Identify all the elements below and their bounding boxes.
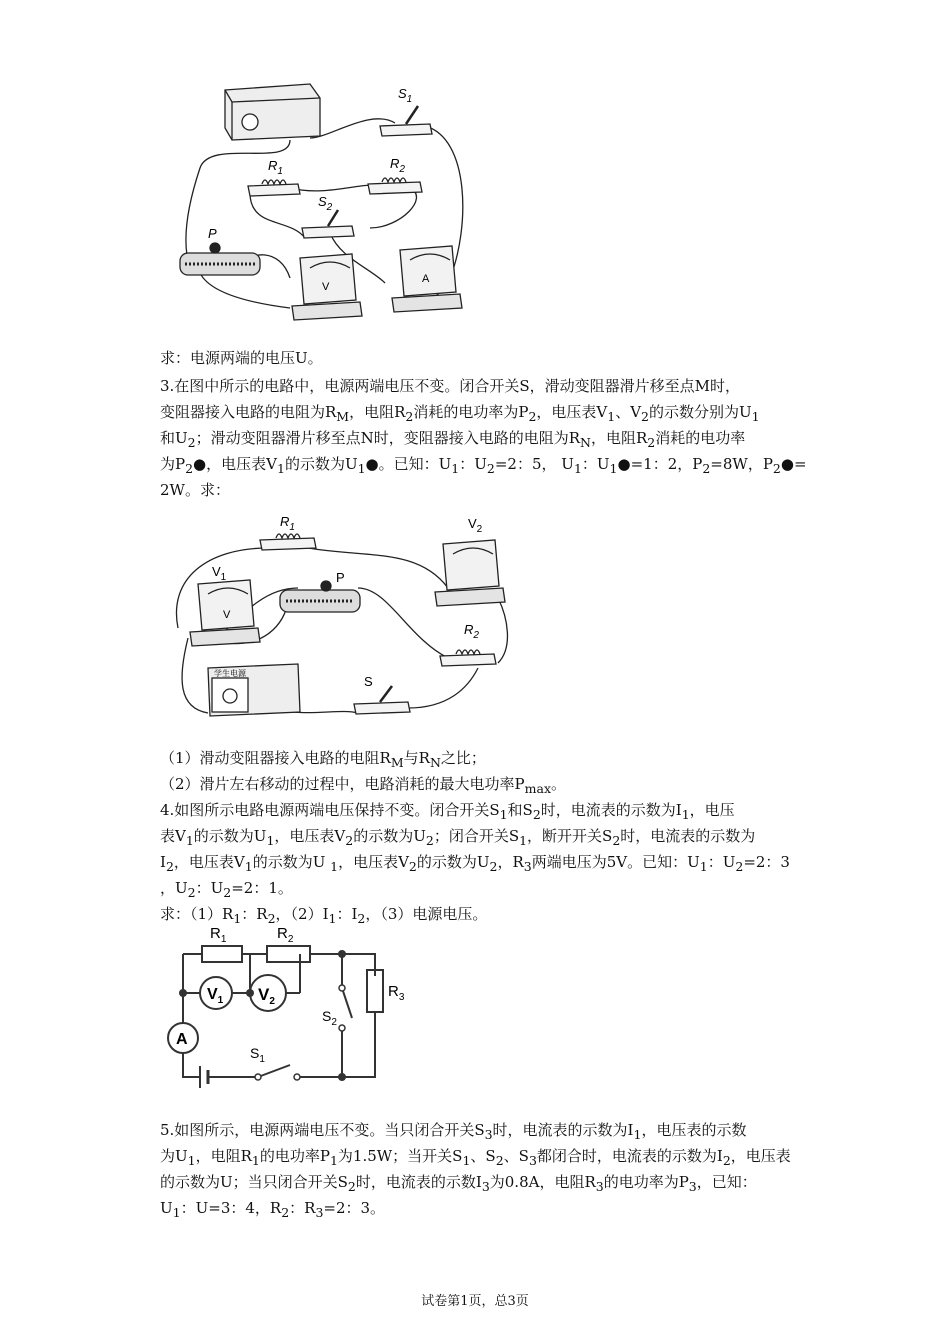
text-line-8: （2）滑片左右移动的过程中，电路消耗的最大电功率$P_{max}$。 — [160, 775, 567, 796]
text-line-7: （1）滑动变阻器接入电路的电阻$R_M$与$R_N$之比； — [160, 749, 486, 770]
page-footer: 试卷第1页，总3页 — [421, 1294, 529, 1309]
voltmeter-symbol: V — [223, 609, 231, 621]
label-v2: $V_2$ — [468, 516, 483, 535]
voltmeter-symbol: V — [322, 281, 330, 293]
circuit-figure-3 — [160, 918, 405, 1088]
text-line-3: 变阻器接入电路的电阻为$R_M$，电阻$R_2$消耗的电功率为$P_2$，电压表$V_1$、$V_2$的示数分别为$U_1$ — [160, 403, 760, 424]
label-s2: $S_2$ — [318, 194, 333, 213]
text-line-12: ，$U_2$：$U_2=2$：1。 — [160, 879, 293, 900]
text-line-11: $I_2$，电压表$V_1$的示数为U $_1$，电压表$V_2$的示数为$U_2$，$R_3$两端电压为5V。已知：$U_1$：$U_2=2$：3 — [160, 853, 790, 874]
label-a: A — [176, 1031, 188, 1048]
text-line-10: 表$V_1$的示数为$U_1$，电压表$V_2$的示数为$U_2$；闭合开关$S_1$，断开开关$S_2$时，电流表的示数为 — [160, 827, 756, 848]
label-r2: $R_2$ — [277, 925, 294, 945]
circuit-figure-1 — [170, 78, 480, 328]
label-r1: $R_1$ — [268, 158, 283, 177]
label-v2: $V_2$ — [258, 985, 275, 1007]
resistor-r3 — [367, 970, 383, 1012]
text-line-1: 求：电源两端的电压U。 — [160, 349, 323, 367]
text-line-2: 3.在图中所示的电路中，电源两端电压不变。闭合开关S，滑动变阻器滑片移至点M时， — [160, 377, 740, 395]
label-v1: $V_1$ — [207, 986, 224, 1006]
text-line-5: 为$P_2●$，电压表$V_1$的示数为$U_1●$。已知：$U_1$：$U_2=2$：5， $U_1$：$U_1●=1$：2，$P_2=8W$，$P_2●=$ — [160, 455, 807, 476]
label-r1: $R_1$ — [210, 925, 227, 945]
text-line-16: 的示数为U；当只闭合开关$S_2$时，电流表的示数$I_3$为0.8A，电阻$R_3$的电功率为$P_3$，已知： — [160, 1173, 757, 1194]
label-s1: $S_1$ — [250, 1045, 265, 1065]
power-supply-label: 学生电源 — [214, 669, 246, 678]
label-r2: $R_2$ — [464, 622, 479, 641]
label-r2: $R_2$ — [390, 156, 405, 175]
label-s1: $S_1$ — [398, 86, 413, 105]
text-line-4: 和$U_2$；滑动变阻器滑片移至点N时，变阻器接入电路的电阻为$R_N$，电阻$R_2$消耗的电功率 — [160, 429, 746, 450]
text-line-9: 4.如图所示电路电源两端电压保持不变。闭合开关$S_1$和$S_2$时，电流表的示数为$I_1$，电压 — [160, 801, 735, 822]
label-p: P — [208, 226, 217, 241]
label-p: P — [336, 570, 345, 585]
text-line-14: 5.如图所示，电源两端电压不变。当只闭合开关$S_3$时，电流表的示数为$I_1$，电压表的示数 — [160, 1121, 747, 1142]
resistor-r1 — [202, 946, 242, 962]
label-s: S — [364, 674, 373, 689]
text-line-15: 为$U_1$，电阻$R_1$的电功率$P_1$为1.5W；当开关$S_1$、$S_2$、$S_3$都闭合时，电流表的示数为$I_2$，电压表 — [160, 1147, 791, 1168]
label-r1: $R_1$ — [280, 514, 295, 533]
text-line-6: 2W。求： — [160, 481, 230, 499]
text-line-17: $U_1$：U=3：4，$R_2$：$R_3=2$：3。 — [160, 1199, 386, 1220]
label-v1: $V_1$ — [212, 564, 227, 583]
text-line-13: 求：$(1)R_1$：$R_2$，$(2)I_1$：$I_2$，（3）电源电压。 — [160, 905, 488, 926]
circuit-figure-2 — [168, 508, 528, 730]
label-r3: $R_3$ — [388, 983, 405, 1003]
ammeter-symbol: A — [422, 273, 430, 285]
label-s2: $S_2$ — [322, 1008, 337, 1028]
resistor-r2 — [267, 946, 310, 962]
